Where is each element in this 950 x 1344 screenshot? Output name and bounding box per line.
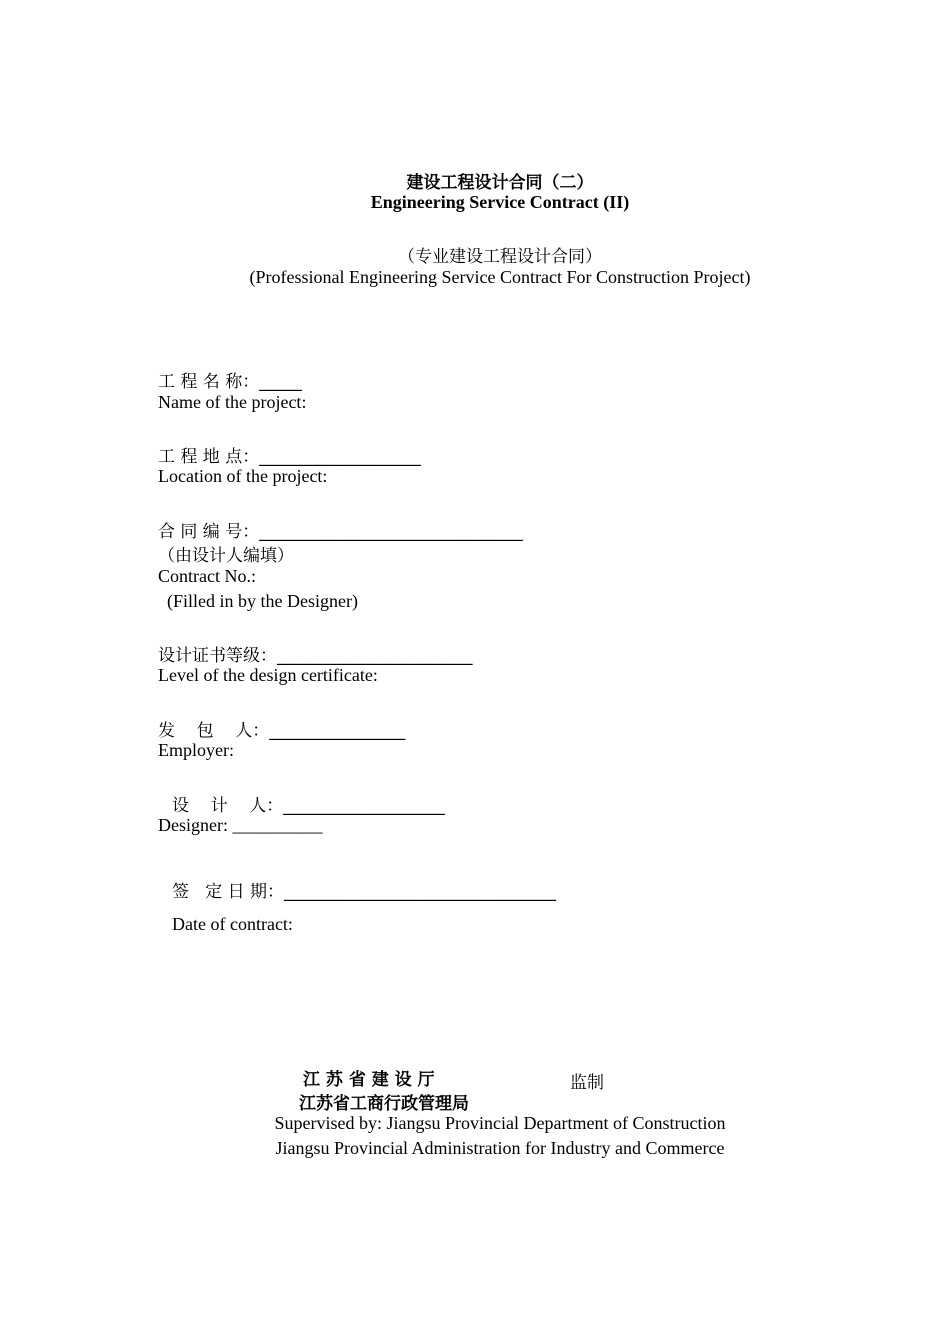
location-label-en: Location of the project: [158,466,328,486]
designer-label-en: Designer: __________ [158,815,323,835]
contract-no-label-en: Contract No.: [158,566,256,586]
subtitle-en: (Professional Engineering Service Contract For Construction Project) [249,267,751,287]
employer-field-zh: 发 包 人：________________ [158,721,406,741]
project-name-field-zh: 工 程 名 称：_____ [158,372,302,392]
supervised-line-2-en: Jiangsu Provincial Administration for Industry and Commerce [275,1138,725,1158]
date-label-en: Date of contract: [172,914,293,934]
designer-field-zh: 设 计 人：___________________ [172,796,445,816]
dept-construction-zh: 江 苏 省 建 设 厅 [303,1070,435,1090]
contract-no-note-en: (Filled in by the Designer) [167,591,358,611]
employer-label-en: Employer: [158,740,234,760]
project-name-label-en: Name of the project: [158,392,307,412]
contract-no-note-zh: （由设计人编填） [158,546,294,566]
certificate-label-en: Level of the design certificate: [158,665,378,685]
contract-no-field-zh: 合 同 编 号：_______________________________ [158,522,523,542]
supervised-line-1-en: Supervised by: Jiangsu Provincial Department of Construction [274,1113,726,1133]
date-field-zh: 签 定 日 期：________________________________ [172,882,557,902]
admin-industry-zh: 江苏省工商行政管理局 [299,1094,469,1114]
title-zh: 建设工程设计合同（二） [406,173,594,193]
supervised-label-zh: 监制 [570,1073,604,1093]
certificate-field-zh: 设计证书等级：_______________________ [158,646,473,666]
location-field-zh: 工 程 地 点：___________________ [158,447,421,467]
title-en: Engineering Service Contract (II) [370,192,630,212]
subtitle-zh: （专业建设工程设计合同） [398,247,602,267]
